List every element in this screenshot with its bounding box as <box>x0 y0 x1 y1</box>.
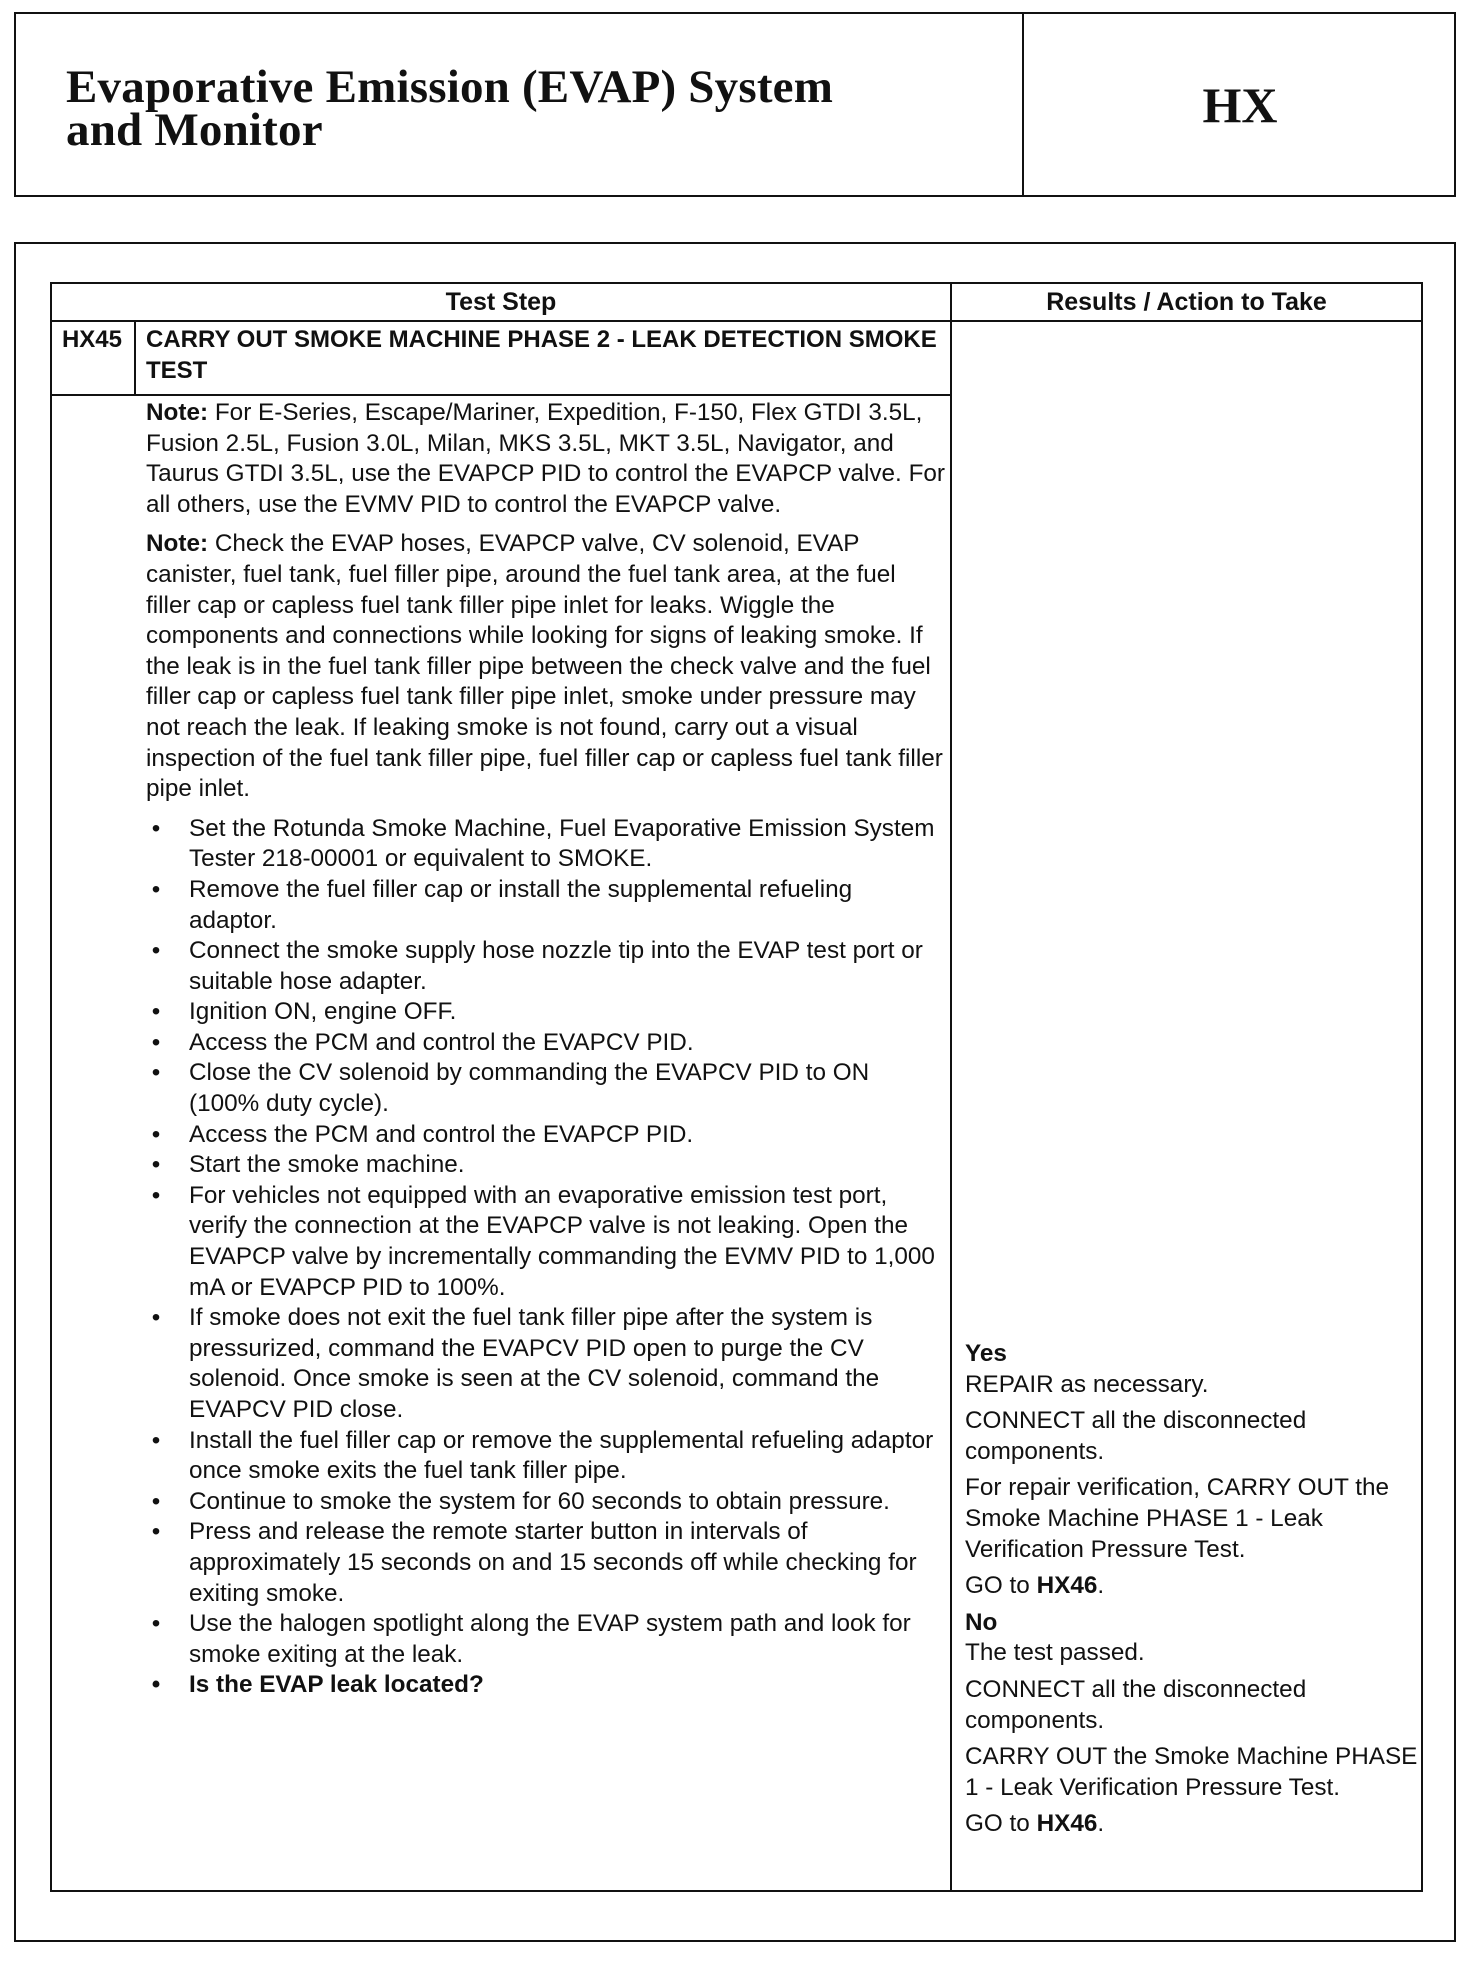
result-no-line: CONNECT all the disconnected components. <box>965 1675 1307 1734</box>
list-item <box>146 1120 946 1151</box>
list-item-text: Access the PCM and control the EVAPCV PID. <box>189 1028 694 1056</box>
bullet: • <box>151 937 161 965</box>
list-item-text: Install the fuel filler cap or remove the supplemental refueling adaptor once smoke exits the fuel tank filler pipe. <box>189 1426 934 1485</box>
list-item-text: Access the PCM and control the EVAPCP PID. <box>189 1120 694 1148</box>
column-header-test-step: Test Step <box>445 288 557 316</box>
header-box <box>14 12 1456 197</box>
bullet: • <box>151 998 161 1026</box>
page-title-line2: and Monitor <box>66 104 323 156</box>
note-1 <box>146 398 946 520</box>
list-item <box>146 1609 946 1670</box>
list-item-text: Press and release the remote starter button in intervals of approximately 15 seconds on and 15 seconds off while checking for exiting smoke. <box>189 1518 917 1607</box>
result-no-line: The test passed. <box>965 1639 1145 1667</box>
goto-suffix: . <box>1097 1572 1105 1600</box>
list-item <box>146 1426 946 1487</box>
note-label: Note: <box>146 530 209 558</box>
bullet: • <box>151 814 161 842</box>
results-column <box>965 1339 1425 1846</box>
list-item-text: Close the CV solenoid by commanding the EVAPCV PID to ON (100% duty cycle). <box>189 1059 870 1118</box>
note-text: For E-Series, Escape/Mariner, Expedition, F-150, Flex GTDI 3.5L, Fusion 2.5L, Fusion 3.0L, Milan, MKS 3.5L, MKT 3.5L, Navigator, and Taurus GTDI 3.5L, use the EVAPCP PID to control the EVAPCP valve. For all others, use the EVMV PID to control the EVAPCP valve. <box>146 399 946 518</box>
bullet: • <box>151 1028 161 1056</box>
list-item-text: Continue to smoke the system for 60 seconds to obtain pressure. <box>189 1487 890 1515</box>
results-column-divider <box>950 282 952 1892</box>
bullet: • <box>151 1610 161 1638</box>
list-item-text: Start the smoke machine. <box>189 1151 465 1179</box>
section-code: HX <box>1202 76 1278 133</box>
list-item <box>146 1150 946 1181</box>
bullet: • <box>151 1304 161 1332</box>
list-item-text: Remove the fuel filler cap or install the supplemental refueling adaptor. <box>189 875 853 934</box>
result-yes-line: CONNECT all the disconnected components. <box>965 1407 1307 1465</box>
bullet: • <box>151 1120 161 1148</box>
result-yes-label: Yes <box>965 1340 1007 1367</box>
list-item-text: Set the Rotunda Smoke Machine, Fuel Evaporative Emission System Tester 218-00001 or equivalent to SMOKE. <box>189 814 935 873</box>
page-title-line1: Evaporative Emission (EVAP) System <box>66 61 834 113</box>
bullet: • <box>151 1181 161 1209</box>
bullet: • <box>151 1518 161 1546</box>
goto-prefix: GO to <box>965 1572 1037 1600</box>
bullet: • <box>151 1487 161 1515</box>
question-item <box>146 1670 946 1701</box>
list-item <box>146 814 946 875</box>
step-title: CARRY OUT SMOKE MACHINE PHASE 2 - LEAK DETECTION SMOKE TEST <box>146 326 937 384</box>
column-header-results: Results / Action to Take <box>1046 288 1327 316</box>
result-no-goto <box>965 1809 1425 1840</box>
goto-suffix: . <box>1097 1810 1105 1838</box>
header-row-divider <box>50 320 1423 322</box>
goto-link[interactable]: HX46 <box>1036 1572 1098 1600</box>
note-label: Note: <box>146 399 209 426</box>
bullet: • <box>151 1059 161 1087</box>
bullet: • <box>151 875 161 903</box>
note-2 <box>146 529 946 804</box>
list-item-text: Connect the smoke supply hose nozzle tip into the EVAP test port or suitable hose adapter. <box>189 937 923 995</box>
step-id-divider <box>134 320 136 396</box>
goto-link[interactable]: HX46 <box>1036 1810 1098 1838</box>
list-item-text: For vehicles not equipped with an evaporative emission test port, verify the connection at the EVAPCP valve is not leaking. Open the EVAPCP valve by incrementally commanding the EVMV PID to 1,000 mA or EVAPCP PID to 100%. <box>189 1181 935 1301</box>
list-item <box>146 997 946 1028</box>
list-item <box>146 875 946 936</box>
bullet: • <box>151 1426 161 1454</box>
list-item <box>146 1487 946 1518</box>
bullet: • <box>151 1151 161 1179</box>
list-item <box>146 1517 946 1609</box>
step-id: HX45 <box>61 326 123 353</box>
page-title <box>66 61 966 156</box>
list-item-text: If smoke does not exit the fuel tank filler pipe after the system is pressurized, command the EVAPCV PID open to purge the CV solenoid. Once smoke is seen at the CV solenoid, command the EVAPCV PID close. <box>189 1304 880 1423</box>
bullet: • <box>151 1671 161 1699</box>
result-yes-goto <box>965 1571 1425 1602</box>
list-item <box>146 936 946 997</box>
note-text: Check the EVAP hoses, EVAPCP valve, CV solenoid, EVAP canister, fuel tank, fuel filler pipe, around the fuel tank area, at the fuel filler cap or capless fuel tank filler pipe inlet for leaks. Wiggle the components and connections while looking for signs of leaking smoke. If the leak is in the fuel tank filler pipe between the check valve and the fuel filler cap or capless fuel tank filler pipe inlet, smoke under pressure may not reach the leak. If leaking smoke is not found, carry out a visual inspection of the fuel tank filler pipe, fuel filler cap or capless fuel tank filler pipe inlet. <box>146 530 943 803</box>
result-no-label: No <box>965 1608 998 1636</box>
goto-prefix: GO to <box>965 1810 1037 1838</box>
list-item <box>146 1058 946 1119</box>
list-item <box>146 1181 946 1303</box>
test-step-body <box>146 398 946 1701</box>
result-no-line: CARRY OUT the Smoke Machine PHASE 1 - Leak Verification Pressure Test. <box>965 1743 1418 1801</box>
list-item-text: Use the halogen spotlight along the EVAP system path and look for smoke exiting at the leak. <box>189 1610 911 1668</box>
result-yes-line: REPAIR as necessary. <box>965 1370 1209 1398</box>
list-item-text: Ignition ON, engine OFF. <box>189 998 457 1026</box>
list-item <box>146 1028 946 1059</box>
question-text: Is the EVAP leak located? <box>189 1671 484 1699</box>
list-item <box>146 1303 946 1425</box>
result-yes-line: For repair verification, CARRY OUT the Smoke Machine PHASE 1 - Leak Verification Pressure Test. <box>965 1474 1389 1563</box>
procedure-list <box>146 814 946 1701</box>
step-title-divider <box>50 394 952 396</box>
